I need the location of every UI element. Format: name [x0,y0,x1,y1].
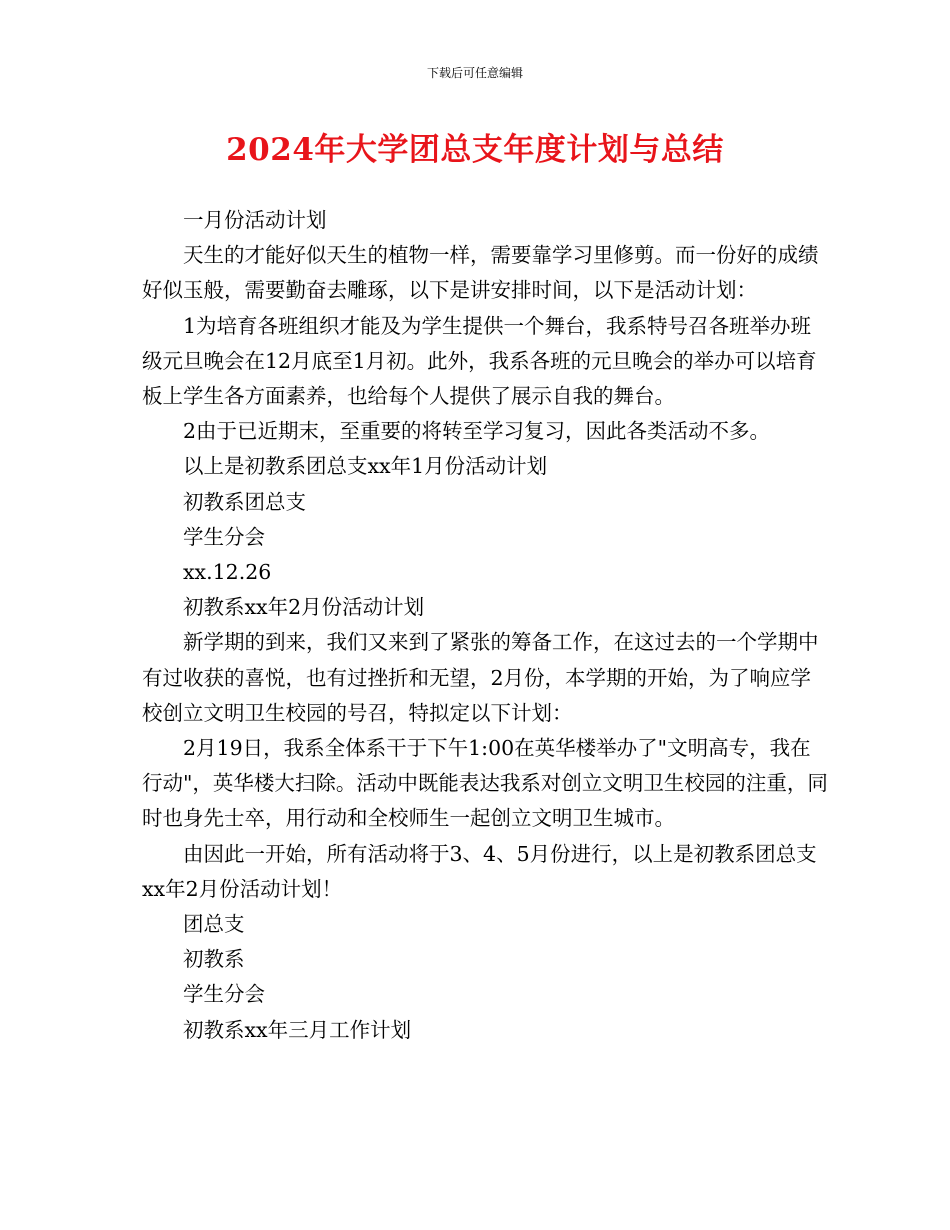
document-body [142,203,830,1048]
document-title: 2024年大学团总支年度计划与总结 [226,132,724,168]
paragraph: 初教系xx年三月工作计划 [183,1017,412,1042]
paragraph: 以上是初教系团总支xx年1月份活动计划 [183,454,548,479]
paragraph: 初教系xx年2月份活动计划 [183,595,425,620]
paragraph: xx.12.26 [183,560,272,585]
paragraph: 初教系团总支 [183,489,306,514]
paragraph: 初教系 [183,947,245,972]
paragraph: 学生分会 [183,524,265,549]
paragraph: 由因此一开始，所有活动将于3、4、5月份进行，以上是初教系团总支xx年2月份活动计划！ [142,841,817,901]
paragraph: 1为培育各班组织才能及为学生提供一个舞台，我系特号召各班举办班级元旦晚会在12月底至1月初。此外，我系各班的元旦晚会的举办可以培育板上学生各方面素养，也给每个人提供了展示自我的舞台。 [142,313,817,409]
page-header: 下载后可任意编辑 [426,66,523,80]
paragraph: 天生的才能好似天生的植物一样，需要靠学习里修剪。而一份好的成绩好似玉般，需要勤奋去雕琢，以下是讲安排时间，以下是活动计划： [142,243,819,303]
paragraph: 2月19日，我系全体系干于下午1:00在英华楼举办了"文明高专，我在行动"，英华楼大扫除。活动中既能表达我系对创立文明卫生校园的注重，同时也身先士卒，用行动和全校师生一起创立文明卫生城市。 [142,736,828,831]
paragraph: 新学期的到来，我们又来到了紧张的筹备工作，在这过去的一个学期中有过收获的喜悦，也有过挫折和无望，2月份，本学期的开始，为了响应学校创立文明卫生校园的号召，特拟定以下计划： [142,630,819,725]
paragraph: 一月份活动计划 [183,208,327,232]
paragraph: 学生分会 [183,982,265,1007]
paragraph: 团总支 [183,912,245,937]
paragraph: 2由于已近期末，至重要的将转至学习复习，因此各类活动不多。 [183,419,771,444]
